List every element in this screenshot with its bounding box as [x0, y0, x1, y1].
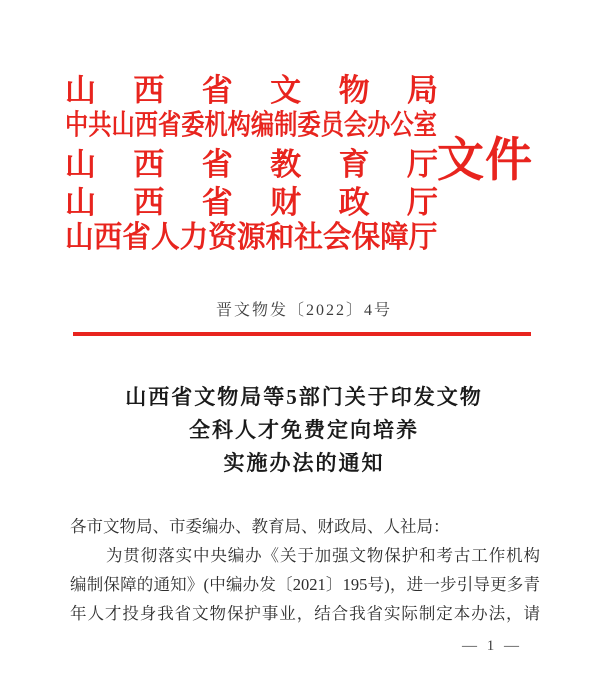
agency-char: 省: [201, 73, 233, 108]
agency-char: 文: [270, 73, 302, 108]
agency-char: 教: [270, 147, 302, 182]
title-line-3: 实施办法的通知: [223, 451, 385, 475]
agency-char: 西: [133, 185, 165, 220]
agency-char: 财: [270, 185, 302, 220]
agency-char: 山: [65, 147, 96, 182]
salutation-line: 各市文物局、市委编办、教育局、财政局、人社局：: [70, 517, 450, 536]
document-number: 晋文物发〔2022〕4号: [215, 302, 392, 319]
agency-char: 西: [133, 73, 165, 108]
agency-line-human-resources-department: 山西省人力资源和社会保障厅: [65, 221, 438, 254]
agency-char: 局: [406, 73, 438, 108]
agency-char: 省: [201, 147, 233, 182]
page-number: — 1 —: [462, 638, 522, 654]
title-line-2: 全科人才免费定向培养: [189, 418, 419, 442]
agency-char: 山: [65, 185, 96, 220]
title-line-1: 山西省文物局等5部门关于印发文物: [125, 385, 483, 409]
agency-char: 山: [65, 73, 96, 108]
paragraph-line-2: 编制保障的通知》(中编办发〔2021〕195号)，进一步引导更多青: [70, 575, 540, 594]
agency-char: 西: [133, 147, 165, 182]
agency-char: 育: [338, 147, 370, 182]
agency-char: 物: [338, 73, 370, 108]
agency-char: 政: [338, 185, 370, 220]
agency-line-cultural-relics-bureau: [65, 72, 438, 109]
document-type-label: 文件: [437, 135, 533, 187]
agency-char: 厅: [406, 147, 438, 182]
agency-line-education-department: [65, 146, 438, 183]
document-body: [70, 512, 540, 628]
paragraph-line-1: 为贯彻落实中央编办《关于加强文物保护和考古工作机构: [106, 546, 540, 565]
paragraph-line-3: 年人才投身我省文物保护事业，结合我省实际制定本办法，请: [70, 604, 540, 623]
agency-line-institutional-committee-office: 中共山西省委机构编制委员会办公室: [65, 110, 437, 141]
red-divider-rule: [73, 332, 531, 336]
agency-char: 省: [201, 185, 233, 220]
agency-char: 厅: [406, 185, 438, 220]
agency-line-finance-department: [65, 184, 438, 221]
document-title: [0, 381, 608, 480]
